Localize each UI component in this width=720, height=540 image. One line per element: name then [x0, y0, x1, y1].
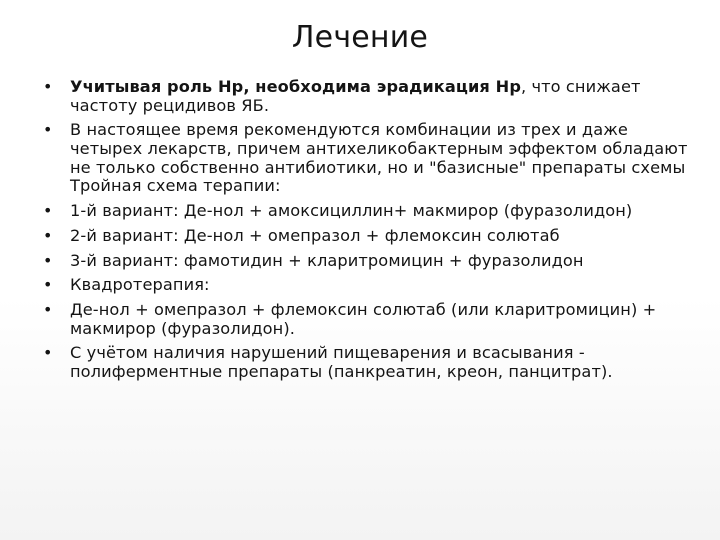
- bullet-item: [0, 276, 720, 295]
- bullet-icon: •: [43, 77, 53, 96]
- bullet-list: [0, 78, 720, 388]
- bullet-text: С учётом наличия нарушений пищеварения и всасывания - полиферментные препараты (панкреатин, креон, панцитрат).: [70, 343, 613, 382]
- bullet-item: [0, 301, 720, 338]
- bullet-icon: •: [43, 300, 53, 320]
- bullet-icon: •: [43, 250, 53, 270]
- bullet-text: 1-й вариант: Де-нол + амоксициллин+ макмирор (фуразолидон): [70, 200, 633, 220]
- bullet-item: [0, 227, 720, 246]
- bullet-item: [0, 202, 720, 221]
- bullet-text: В настоящее время рекомендуются комбинации из трех и даже четырех лекарств, причем антихеликобактерным эффектом обладают не только собственно антибиотики, но и "базисные" препараты схемы Тройная схема терапии:: [70, 120, 688, 196]
- bullet-icon: •: [43, 120, 53, 140]
- bullet-icon: •: [43, 343, 53, 363]
- bullet-text: Де-нол + омепразол + флемоксин солютаб (или кларитромицин) + макмирор (фуразолидон).: [70, 300, 657, 338]
- bullet-item: [0, 252, 720, 271]
- bullet-text: , что снижает частоту рецидивов ЯБ.: [70, 77, 641, 115]
- bullet-text: 2-й вариант: Де-нол + омепразол + флемоксин солютаб: [70, 225, 560, 245]
- bullet-item: [0, 78, 720, 115]
- bullet-item: [0, 121, 720, 195]
- bullet-text: Квадротерапия:: [70, 275, 210, 295]
- bullet-bold-text: Учитывая роль Hp, необходима эрадикация Hp: [70, 77, 521, 96]
- bullet-icon: •: [43, 200, 53, 220]
- bullet-item: [0, 344, 720, 381]
- slide-title: Лечение: [291, 20, 429, 55]
- bullet-icon: •: [43, 275, 53, 295]
- bullet-icon: •: [43, 225, 53, 245]
- bullet-text: 3-й вариант: фамотидин + кларитромицин + фуразолидон: [70, 250, 584, 270]
